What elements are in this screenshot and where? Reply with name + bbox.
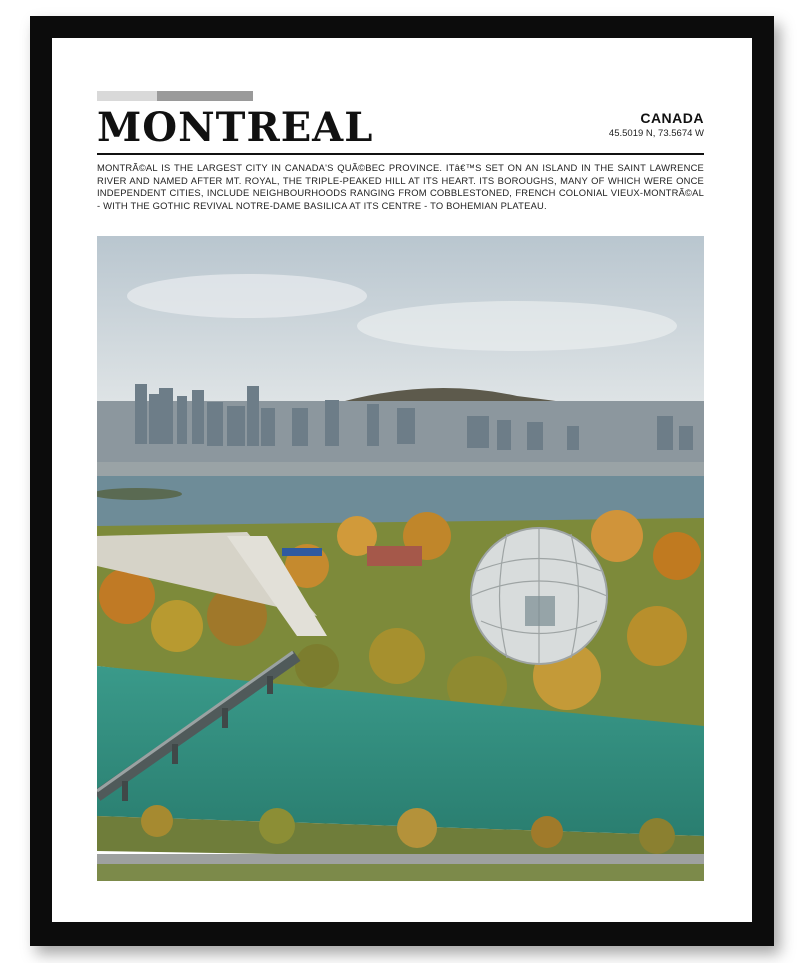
city-photo xyxy=(97,236,704,881)
building xyxy=(367,546,422,566)
road xyxy=(97,854,704,864)
waterfront xyxy=(97,462,704,476)
title-divider xyxy=(97,153,704,155)
coordinates-label: 45.5019 N, 73.5674 W xyxy=(608,128,704,139)
aerial-illustration xyxy=(97,236,704,881)
country-label: CANADA xyxy=(640,110,704,126)
accent-bar-dark xyxy=(157,91,253,101)
accent-bars xyxy=(97,91,253,101)
cloud xyxy=(127,274,367,318)
accent-bar-light xyxy=(97,91,157,101)
cloud xyxy=(357,301,677,351)
city-description: MONTRÃ©AL IS THE LARGEST CITY IN CANADA'S QUÃ©BEC PROVINCE. ITâ€™S SET ON AN ISLAND IN THE SAINT LAWRENCE RIVER AND NAMED AFTER MT. ROYAL, THE TRIPLE-PEAKED HILL AT ITS HEART. ITS BOROUGHS, MANY OF WHICH WERE ONCE INDEPENDENT CITIES, INCLUDE NEIGHBOURHOODS RANGING FROM COBBLESTONED, FRENCH COLONIAL VIEUX-MONTRÃ©AL - WITH THE GOTHIC REVIVAL NOTRE-DAME BASILICA AT ITS CENTRE - TO BOHEMIAN PLATEAU. xyxy=(97,162,704,211)
building-roof xyxy=(282,548,322,556)
biosphere-dome xyxy=(471,528,607,664)
grass xyxy=(97,864,704,881)
city-title: MONTREAL xyxy=(97,104,374,151)
